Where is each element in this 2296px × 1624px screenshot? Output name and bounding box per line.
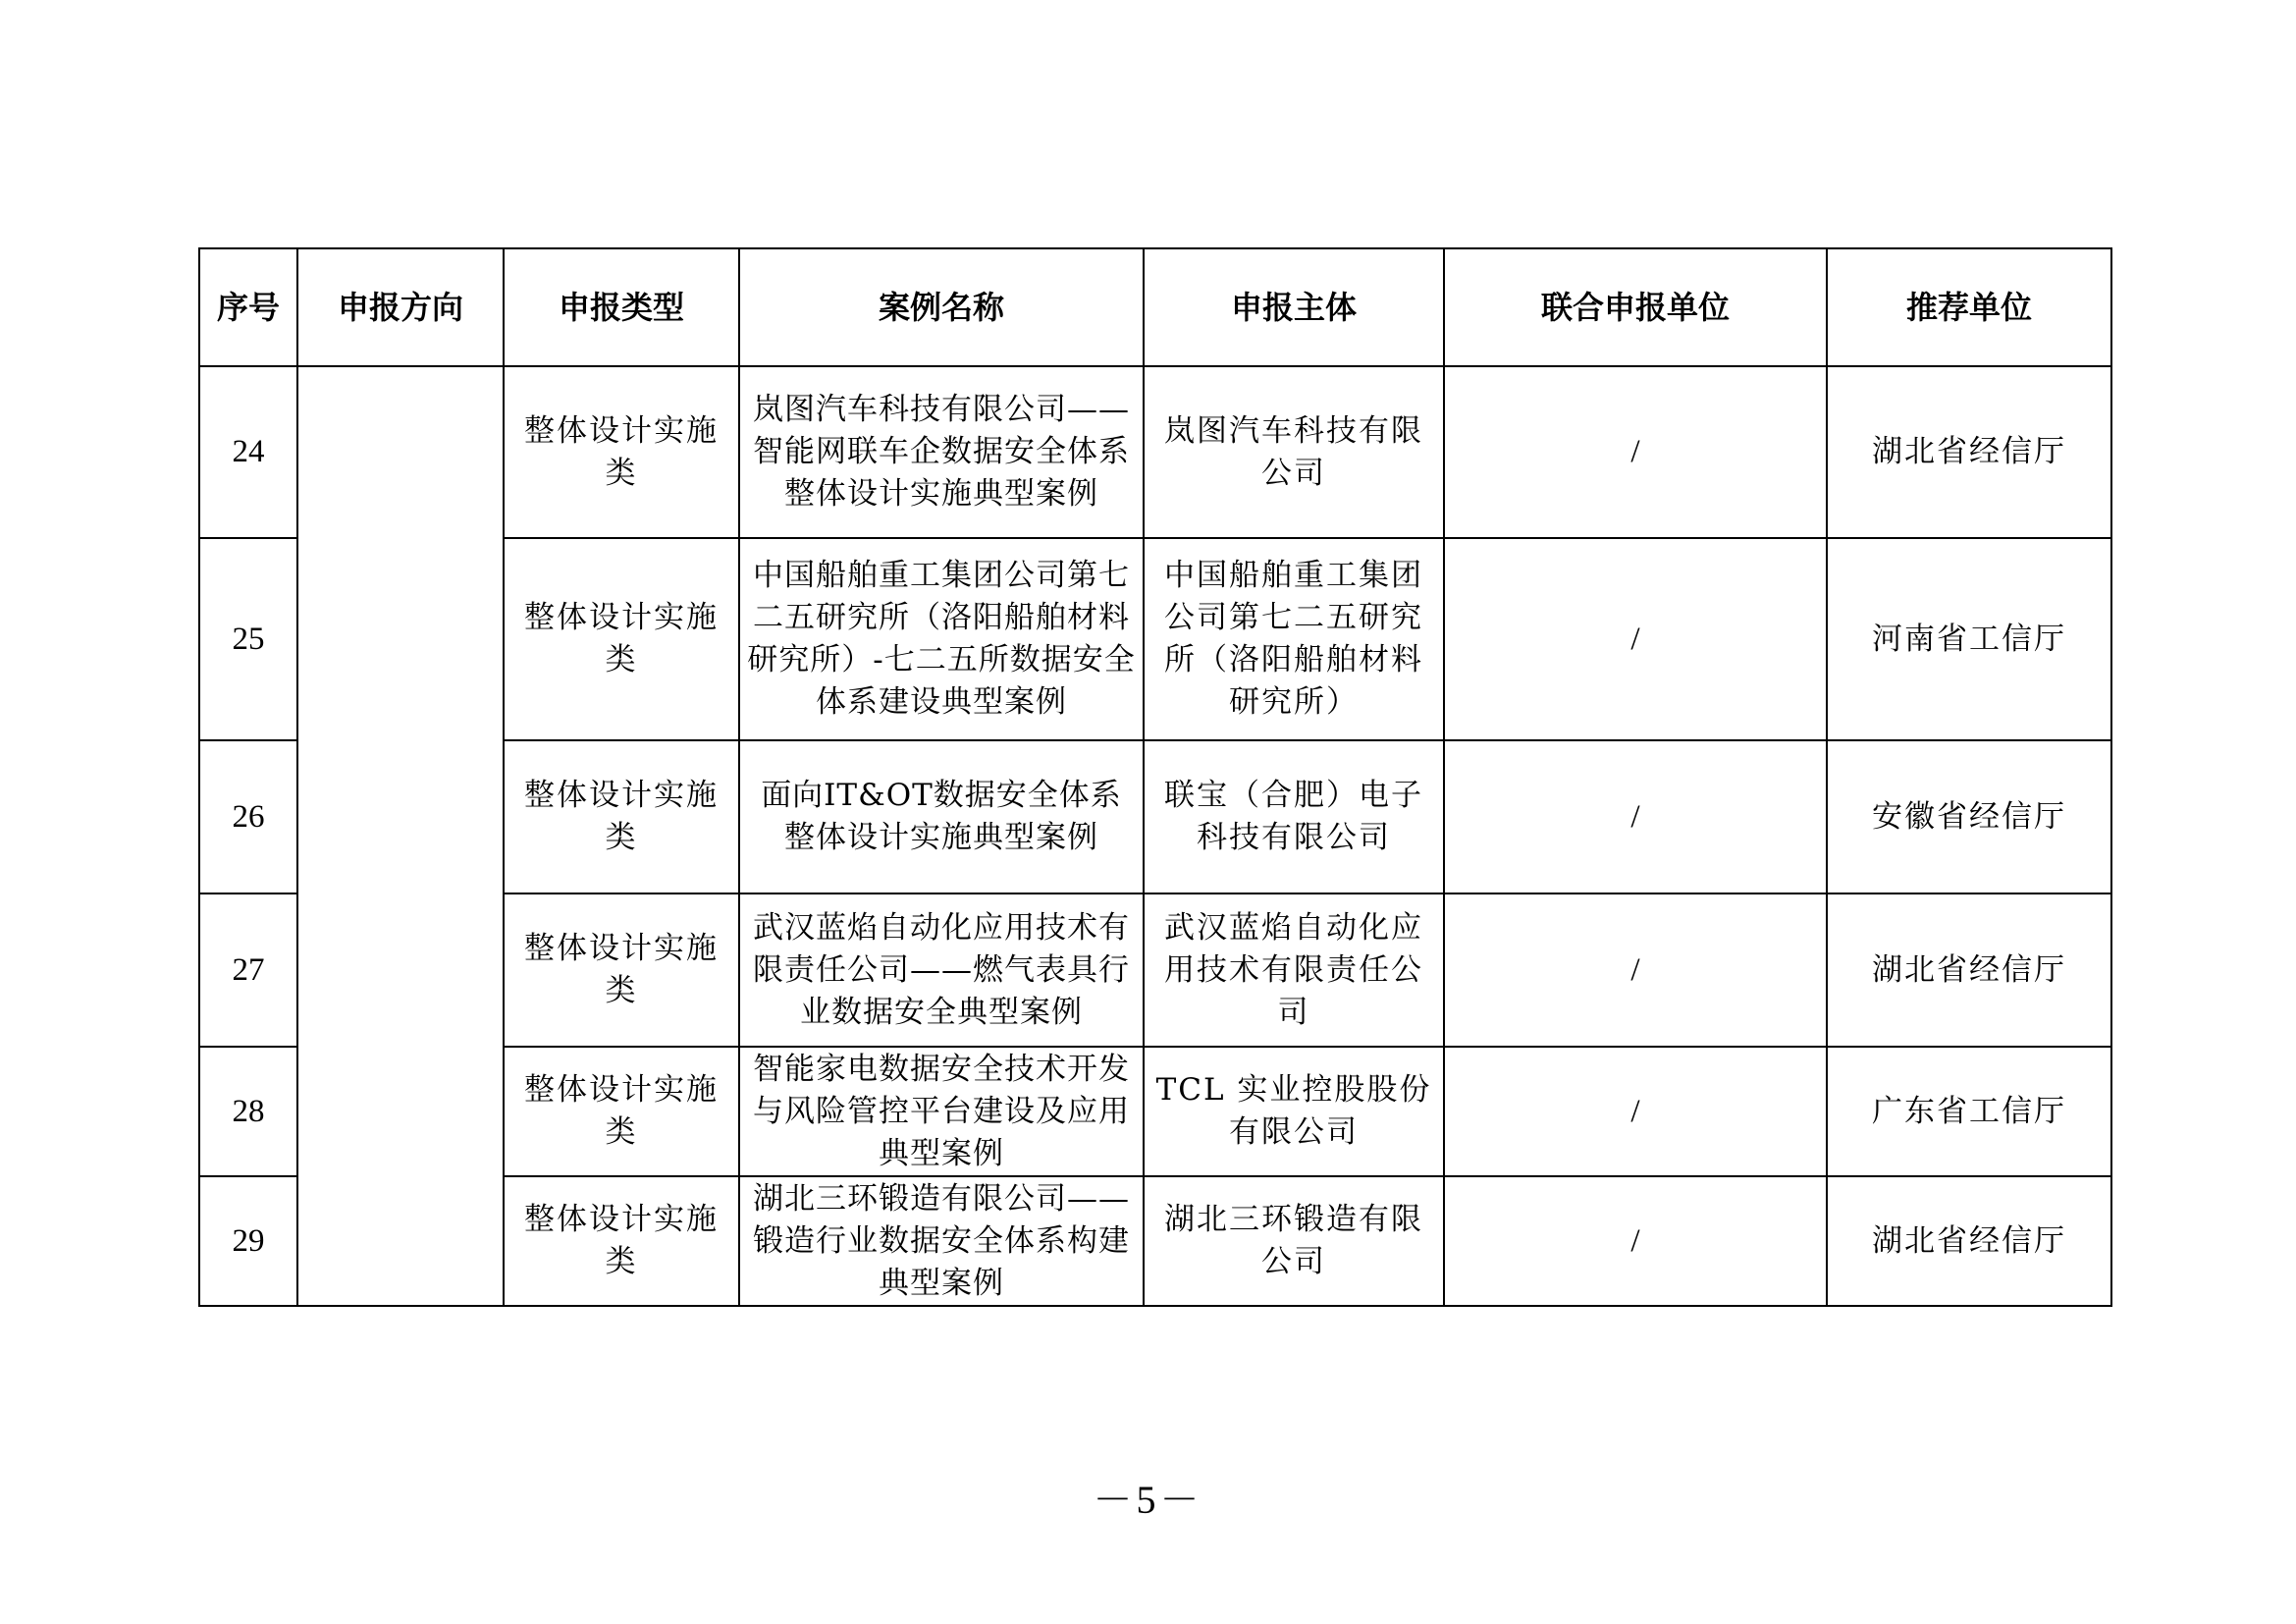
cell-direction bbox=[297, 366, 504, 1306]
cell-recommender: 广东省工信厅 bbox=[1827, 1047, 2111, 1176]
cell-case-name: 中国船舶重工集团公司第七二五研究所（洛阳船舶材料研究所）-七二五所数据安全体系建设典型案例 bbox=[739, 538, 1144, 740]
cell-applicant: 中国船舶重工集团公司第七二五研究所（洛阳船舶材料研究所） bbox=[1144, 538, 1444, 740]
cell-serial: 26 bbox=[199, 740, 297, 893]
cell-joint-applicant: / bbox=[1444, 1176, 1827, 1306]
cell-type: 整体设计实施类 bbox=[504, 1047, 739, 1176]
cell-joint-applicant: / bbox=[1444, 740, 1827, 893]
header-serial: 序号 bbox=[199, 248, 297, 366]
cell-joint-applicant: / bbox=[1444, 893, 1827, 1047]
header-joint-applicant: 联合申报单位 bbox=[1444, 248, 1827, 366]
header-recommender: 推荐单位 bbox=[1827, 248, 2111, 366]
cell-case-name: 武汉蓝焰自动化应用技术有限责任公司——燃气表具行业数据安全典型案例 bbox=[739, 893, 1144, 1047]
cell-recommender: 湖北省经信厅 bbox=[1827, 893, 2111, 1047]
cell-serial: 27 bbox=[199, 893, 297, 1047]
cell-joint-applicant: / bbox=[1444, 1047, 1827, 1176]
header-type: 申报类型 bbox=[504, 248, 739, 366]
cell-type: 整体设计实施类 bbox=[504, 366, 739, 538]
cell-joint-applicant: / bbox=[1444, 538, 1827, 740]
cell-applicant: 湖北三环锻造有限公司 bbox=[1144, 1176, 1444, 1306]
cell-applicant: 武汉蓝焰自动化应用技术有限责任公司 bbox=[1144, 893, 1444, 1047]
header-case-name: 案例名称 bbox=[739, 248, 1144, 366]
cell-applicant: 联宝（合肥）电子科技有限公司 bbox=[1144, 740, 1444, 893]
header-direction: 申报方向 bbox=[297, 248, 504, 366]
cell-type: 整体设计实施类 bbox=[504, 1176, 739, 1306]
cell-recommender: 安徽省经信厅 bbox=[1827, 740, 2111, 893]
cell-applicant: 岚图汽车科技有限公司 bbox=[1144, 366, 1444, 538]
cell-recommender: 湖北省经信厅 bbox=[1827, 366, 2111, 538]
cell-recommender: 湖北省经信厅 bbox=[1827, 1176, 2111, 1306]
cell-recommender: 河南省工信厅 bbox=[1827, 538, 2111, 740]
header-applicant: 申报主体 bbox=[1144, 248, 1444, 366]
cell-type: 整体设计实施类 bbox=[504, 740, 739, 893]
cell-case-name: 湖北三环锻造有限公司——锻造行业数据安全体系构建典型案例 bbox=[739, 1176, 1144, 1306]
table-row bbox=[199, 366, 2111, 538]
page-number: －5－ bbox=[1093, 1478, 1203, 1522]
cell-type: 整体设计实施类 bbox=[504, 893, 739, 1047]
cell-serial: 28 bbox=[199, 1047, 297, 1176]
case-table bbox=[198, 247, 2112, 1307]
cell-serial: 24 bbox=[199, 366, 297, 538]
cell-joint-applicant: / bbox=[1444, 366, 1827, 538]
cell-type: 整体设计实施类 bbox=[504, 538, 739, 740]
cell-serial: 29 bbox=[199, 1176, 297, 1306]
cell-case-name: 智能家电数据安全技术开发与风险管控平台建设及应用典型案例 bbox=[739, 1047, 1144, 1176]
cell-case-name: 面向IT&OT数据安全体系整体设计实施典型案例 bbox=[739, 740, 1144, 893]
cell-case-name: 岚图汽车科技有限公司——智能网联车企数据安全体系整体设计实施典型案例 bbox=[739, 366, 1144, 538]
cell-applicant: TCL 实业控股股份有限公司 bbox=[1144, 1047, 1444, 1176]
table-header-row bbox=[199, 248, 2111, 366]
cell-serial: 25 bbox=[199, 538, 297, 740]
